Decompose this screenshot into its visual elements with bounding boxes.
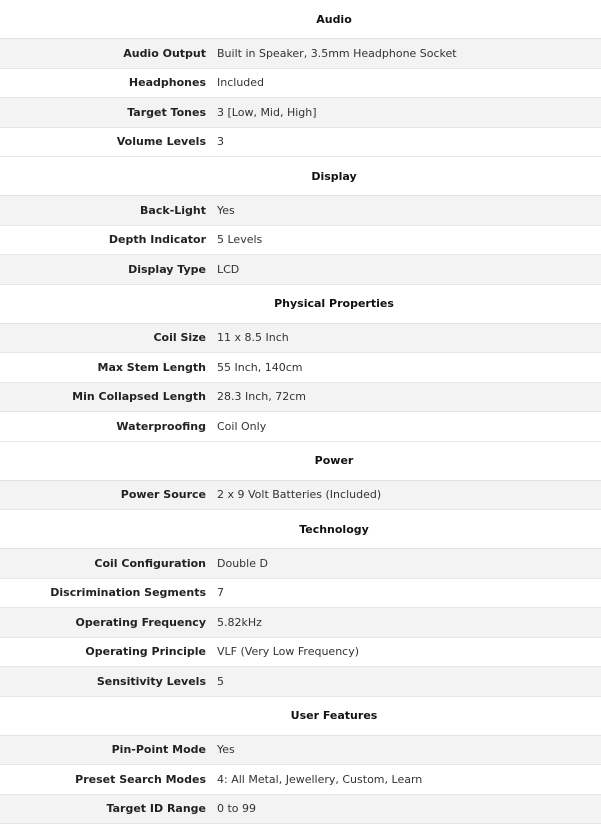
spec-row bbox=[0, 383, 601, 413]
spec-label: Discrimination Segments bbox=[50, 586, 206, 600]
spec-row bbox=[0, 128, 601, 158]
spec-row bbox=[0, 255, 601, 285]
spec-label: Target ID Range bbox=[106, 802, 206, 816]
spec-value: 5 bbox=[217, 674, 224, 688]
spec-label: Power Source bbox=[120, 488, 206, 502]
spec-label: Waterproofing bbox=[116, 419, 206, 433]
spec-value: Built in Speaker, 3.5mm Headphone Socket bbox=[217, 46, 457, 60]
spec-value: Yes bbox=[217, 203, 235, 217]
spec-row bbox=[0, 765, 601, 795]
spec-value: VLF (Very Low Frequency) bbox=[217, 645, 360, 659]
section-header: Display bbox=[0, 157, 601, 196]
spec-label: Depth Indicator bbox=[108, 233, 206, 247]
spec-row bbox=[0, 412, 601, 442]
spec-label: Volume Levels bbox=[116, 135, 206, 149]
spec-label: Audio Output bbox=[123, 46, 206, 60]
section-header: User Features bbox=[0, 697, 601, 736]
spec-value: 11 x 8.5 Inch bbox=[217, 331, 289, 345]
spec-label: Operating Principle bbox=[85, 645, 206, 659]
spec-value: LCD bbox=[217, 262, 240, 276]
section-header: Audio bbox=[0, 0, 601, 39]
spec-value: 5 Levels bbox=[217, 233, 263, 247]
spec-row bbox=[0, 196, 601, 226]
spec-label: Min Collapsed Length bbox=[72, 390, 206, 404]
section-header: Physical Properties bbox=[0, 285, 601, 324]
spec-value: 55 Inch, 140cm bbox=[217, 360, 303, 374]
spec-row bbox=[0, 353, 601, 383]
spec-label: Headphones bbox=[128, 76, 206, 90]
spec-row bbox=[0, 481, 601, 511]
spec-value: Double D bbox=[217, 556, 268, 570]
spec-value: Yes bbox=[217, 743, 235, 757]
spec-row bbox=[0, 324, 601, 354]
section-header: Technology bbox=[0, 510, 601, 549]
spec-value: 7 bbox=[217, 586, 224, 600]
spec-value: 5.82kHz bbox=[217, 615, 262, 629]
spec-row bbox=[0, 638, 601, 668]
spec-label: Pin-Point Mode bbox=[111, 743, 206, 757]
spec-label: Target Tones bbox=[127, 105, 206, 119]
spec-value: 3 bbox=[217, 135, 224, 149]
spec-row bbox=[0, 98, 601, 128]
spec-value: Included bbox=[217, 76, 265, 90]
spec-value: Coil Only bbox=[217, 419, 267, 433]
section-header: Power bbox=[0, 442, 601, 481]
spec-label: Coil Configuration bbox=[94, 556, 206, 570]
spec-row bbox=[0, 579, 601, 609]
spec-value: 3 [Low, Mid, High] bbox=[217, 105, 317, 119]
spec-label: Back-Light bbox=[140, 203, 206, 217]
spec-value: 2 x 9 Volt Batteries (Included) bbox=[217, 488, 382, 502]
spec-label: Operating Frequency bbox=[75, 615, 206, 629]
spec-label: Sensitivity Levels bbox=[96, 674, 206, 688]
spec-label: Preset Search Modes bbox=[75, 772, 206, 786]
spec-row bbox=[0, 39, 601, 69]
spec-row bbox=[0, 667, 601, 697]
spec-row bbox=[0, 69, 601, 99]
spec-label: Coil Size bbox=[153, 331, 206, 345]
spec-row bbox=[0, 736, 601, 766]
spec-row bbox=[0, 549, 601, 579]
spec-row bbox=[0, 795, 601, 825]
spec-label: Max Stem Length bbox=[97, 360, 206, 374]
spec-row bbox=[0, 608, 601, 638]
spec-row bbox=[0, 226, 601, 256]
spec-value: 4: All Metal, Jewellery, Custom, Learn bbox=[217, 772, 423, 786]
spec-value: 0 to 99 bbox=[217, 802, 257, 816]
spec-label: Display Type bbox=[128, 262, 206, 276]
spec-value: 28.3 Inch, 72cm bbox=[217, 390, 306, 404]
